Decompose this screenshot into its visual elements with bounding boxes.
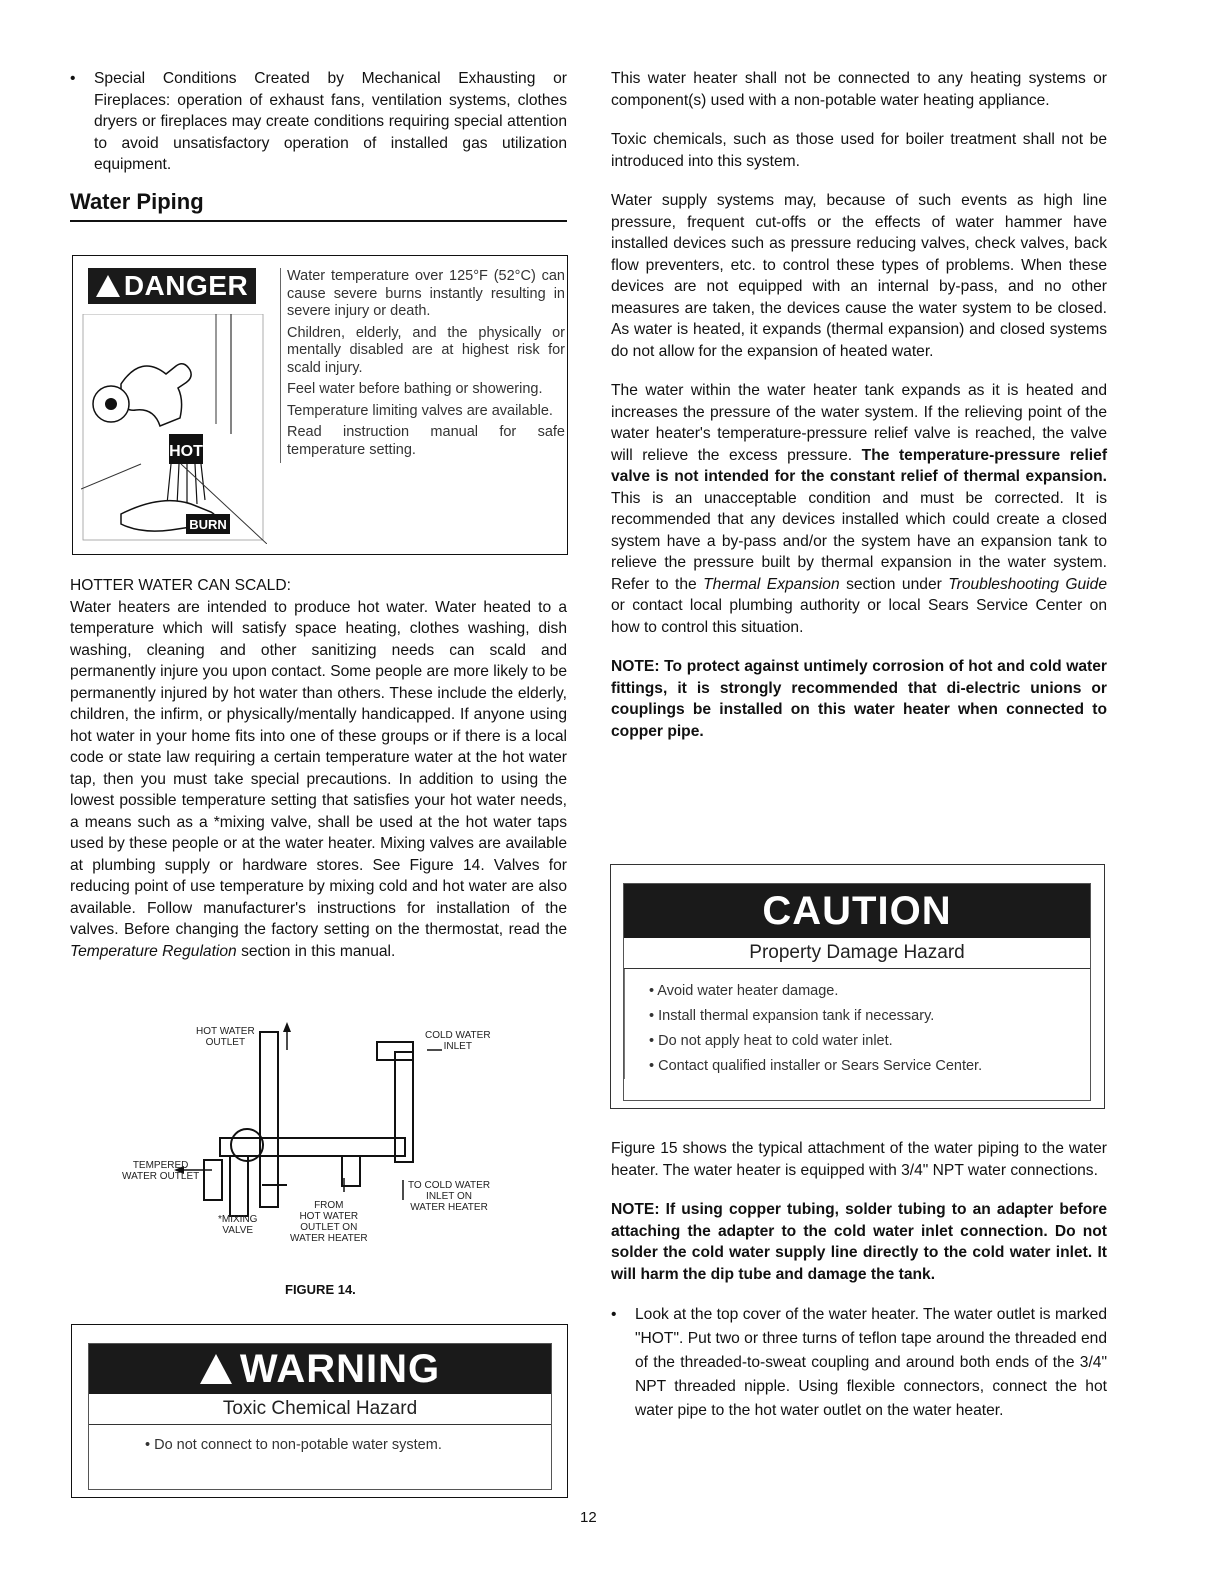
hot-outlet-text: Look at the top cover of the water heater. The water outlet is marked "HOT". Put two or three turns of teflon tape around the threaded end of the threaded-to-sweat coupling and around both ends of the 3/4" NPT threaded nipple. Using flexible connectors, connect the hot water pipe to the hot water outlet on the water heater. (635, 1306, 1107, 1419)
scald-section (70, 575, 567, 962)
section-title-water-piping: Water Piping (70, 188, 204, 214)
special-conditions-text: Special Conditions Created by Mechanical Exhausting or Fireplaces: operation of exhaust fans, ventilation systems, clothes dryers or fireplaces may create conditions requiring special attention to avoid unsatisfactory operation of installed gas utilization equipment. (94, 70, 567, 173)
page-number: 12 (580, 1509, 597, 1526)
paragraph-non-potable: This water heater shall not be connected to any heating systems or component(s) used with a non-potable water heating appliance. (611, 70, 1107, 109)
warning-inner (88, 1343, 552, 1490)
paragraph-water-supply: Water supply systems may, because of such events as high line pressure, frequent cut-offs or the effects of water hammer have installed devices such as pressure reducing valves, check valves, back flow preventers, etc. to control these types of problems. When these devices are not equipped with an internal by-pass, and no other measures are taken, the devices cause the water system to be closed. As water is heated, it expands (thermal expansion) and closed systems do not allow for the expansion of heated water. (611, 192, 1107, 360)
fig-label-hot-outlet: HOT WATER OUTLET (196, 1026, 255, 1048)
scald-faucet-hand-illustration (81, 314, 267, 544)
hot-outlet-bullet (611, 1303, 1107, 1423)
fig-label-from-hot: FROM HOT WATER OUTLET ON WATER HEATER (290, 1200, 368, 1244)
caution-box (610, 864, 1105, 1109)
fig-label-tempered: TEMPERED WATER OUTLET (122, 1160, 200, 1182)
fig-label-mixing-valve: *MIXING VALVE (218, 1214, 258, 1236)
warning-banner-text: WARNING (239, 1347, 441, 1391)
paragraph-toxic-chemicals: Toxic chemicals, such as those used for boiler treatment shall not be introduced into this system. (611, 131, 1107, 170)
hot-label: HOT (169, 443, 203, 460)
burn-label: BURN (189, 517, 227, 532)
fig-label-cold-inlet: COLD WATER INLET (425, 1030, 491, 1052)
warning-item: • Do not connect to non-potable water system. (145, 1437, 442, 1453)
danger-para: Water temperature over 125°F (52°C) can cause severe burns instantly resulting in severe injury or death. (287, 268, 565, 319)
scald-heading: HOTTER WATER CAN SCALD: (70, 577, 291, 594)
danger-para: Children, elderly, and the physically or mentally disabled are at highest risk for scald injury. (287, 324, 565, 376)
danger-banner (88, 268, 256, 304)
paragraph-thermal-expansion (611, 380, 1107, 638)
thermal-text: section under (839, 575, 949, 593)
caution-item: • Contact qualified installer or Sears Service Center. (649, 1058, 983, 1074)
caution-item: • Install thermal expansion tank if necessary. (649, 1008, 935, 1024)
danger-banner-text: DANGER (123, 270, 249, 301)
warning-banner (89, 1344, 551, 1394)
thermal-bold: The temperature-pressure relief valve is not intended for the constant relief of thermal expansion. (611, 446, 1108, 485)
danger-para: Read instruction manual for safe temperature setting. (287, 424, 565, 458)
figure-caption: FIGURE 14. (285, 1282, 356, 1297)
warning-triangle-icon (200, 1354, 232, 1384)
caution-subhead: Property Damage Hazard (624, 938, 1090, 969)
paragraph-figure-15: Figure 15 shows the typical attachment of the water piping to the water heater. The water heater is equipped with 3/4" NPT water connections. (611, 1140, 1107, 1179)
right-column (611, 68, 1107, 742)
left-column (70, 68, 567, 222)
scald-paragraph (70, 597, 567, 963)
warning-triangle-icon (96, 275, 120, 297)
caution-item: • Do not apply heat to cold water inlet. (649, 1033, 893, 1049)
thermal-ref-italic: Thermal Expansion (703, 575, 840, 593)
note-dielectric: NOTE: To protect against untimely corrosion of hot and cold water fittings, it is strongly recommended that di-electric unions or couplings be installed on this water heater when connected to copper pipe. (611, 658, 1107, 740)
warning-subhead: Toxic Chemical Hazard (89, 1394, 551, 1425)
scald-ref-italic: Temperature Regulation (70, 942, 237, 960)
special-conditions-bullet (70, 68, 567, 176)
caution-item: • Avoid water heater damage. (649, 983, 839, 999)
thermal-text: This is an unacceptable condition and must be corrected. It is recommended that any devices installed which could create a closed system have a by-pass and/or the system have an expansion tank to relieve the pressure built by thermal expansion in the water system. Refer to the (611, 489, 1107, 593)
caution-banner: CAUTION (624, 884, 1090, 938)
scald-text: Water heaters are intended to produce hot water. Water heated to a temperature which will satisfy space heating, clothes washing, dish washing, cleaning and other sanitizing needs can scald and permanently injure you upon contact. Some people are more likely to be permanently injured by hot water than others. These include the elderly, children, the infirm, or physically/mentally handicapped. If anyone using hot water in your home fits into one of these groups or if there is a local code or state law requiring a certain temperature water at the hot water tap, then you must take special precautions. In addition to using the lowest possible temperature setting that satisfies your hot water needs, a means such as a *mixing valve, shall be used at the hot water taps used by these people or at the water heater. Mixing valves are available at plumbing supply or hardware stores. See Figure 14. Valves for reducing point of use temperature by mixing cold and hot water are also available. Follow manufacturer's instructions for installation of the valves. Before changing the factory setting on the thermostat, read the (70, 598, 567, 938)
danger-text (280, 268, 565, 463)
caution-items (624, 969, 1090, 1079)
warning-box (71, 1324, 568, 1498)
warning-items (89, 1425, 551, 1453)
note-copper-tubing: NOTE: If using copper tubing, solder tubing to an adapter before attaching the adapter to the cold water inlet connection. Do not solder the cold water supply line directly to the cold water inlet. It will harm the dip tube and damage the tank. (611, 1201, 1107, 1283)
troubleshooting-ref-italic: Troubleshooting Guide (948, 575, 1107, 593)
danger-box (72, 255, 568, 555)
bullet-dot: • (611, 1306, 617, 1323)
section-rule (70, 220, 567, 222)
fig-label-to-cold: TO COLD WATER INLET ON WATER HEATER (408, 1180, 491, 1213)
danger-para: Temperature limiting valves are available. (287, 402, 553, 419)
caution-inner (623, 883, 1091, 1101)
danger-para: Feel water before bathing or showering. (287, 381, 543, 397)
scald-text-end: section in this manual. (236, 942, 396, 960)
thermal-text: The water within the water heater tank expands as it is heated and increases the pressure of the water system. If the relieving point of the water heater's temperature-pressure relief valve is reached, the valve will relieve the excess pressure. (611, 382, 1107, 464)
bullet-dot: • (70, 70, 76, 87)
right-column-lower (611, 1138, 1107, 1423)
thermal-text: or contact local plumbing authority or local Sears Service Center on how to control this situation. (611, 597, 1107, 636)
